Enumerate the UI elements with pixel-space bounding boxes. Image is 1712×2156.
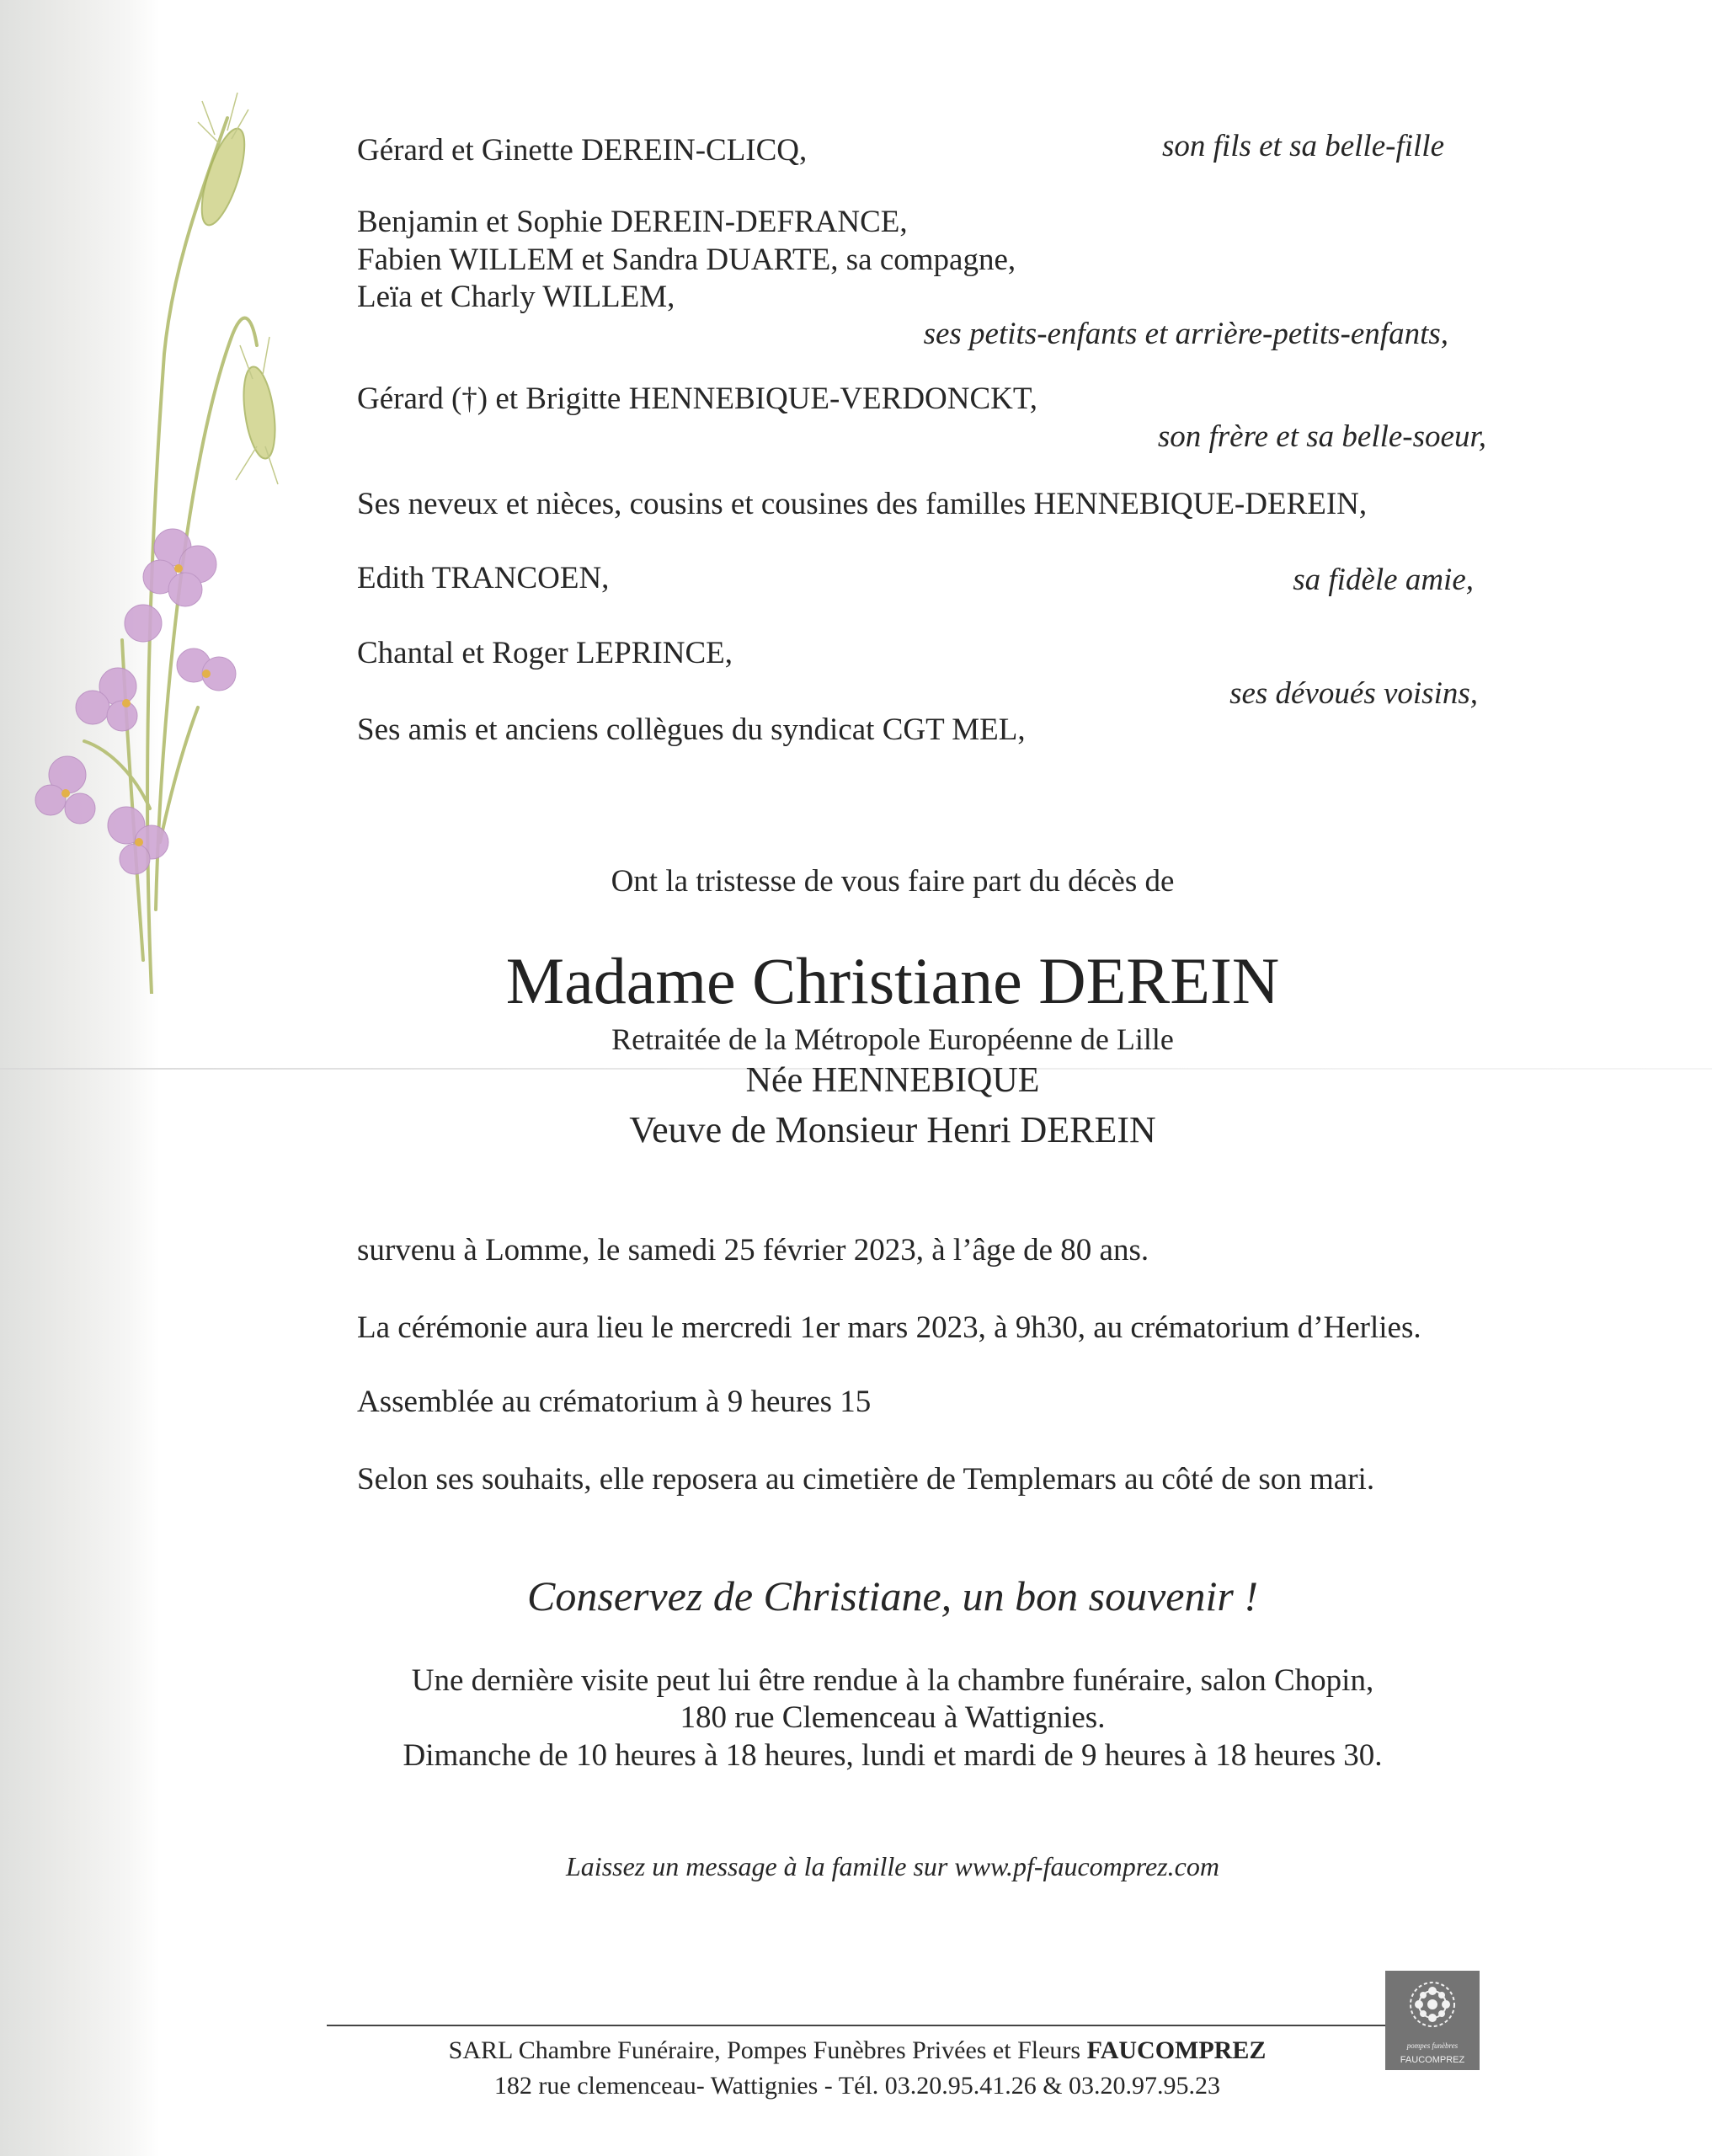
visit-line-1: Une dernière visite peut lui être rendue à la chambre funéraire, salon Chopin, (411, 1663, 1374, 1698)
relation-grandchildren: ses petits-enfants et arrière-petits-enfants, (923, 317, 1448, 351)
family-line-friend: Edith TRANCOEN, (357, 561, 610, 595)
deceased-maiden-name: Née HENNEBIQUE (745, 1061, 1040, 1100)
visit-line-3: Dimanche de 10 heures à 18 heures, lundi et mardi de 9 heures à 18 heures 30. (403, 1738, 1383, 1773)
footer-company (327, 2036, 1388, 2065)
footer-rule (327, 2025, 1389, 2026)
relation-friend: sa fidèle amie, (1293, 563, 1474, 597)
deceased-widow-of: Veuve de Monsieur Henri DEREIN (629, 1109, 1156, 1150)
family-line-colleagues: Ses amis et anciens collègues du syndicat CGT MEL, (357, 712, 1026, 747)
family-line-nephews: Ses neveux et nièces, cousins et cousines des familles HENNEBIQUE-DEREIN, (357, 487, 1368, 521)
footer-company-prefix: SARL Chambre Funéraire, Pompes Funèbres Privées et Fleurs (448, 2036, 1087, 2064)
logo-name: FAUCOMPREZ (1400, 2055, 1465, 2065)
relation-brother: son frère et sa belle-soeur, (1157, 419, 1486, 454)
logo-tagline: pompes funèbres (1406, 2041, 1459, 2050)
footer-address: 182 rue clemenceau- Wattignies - Tél. 03.20.95.41.26 & 03.20.97.95.23 (493, 2072, 1221, 2100)
detail-assembly: Assemblée au crématorium à 9 heures 15 (357, 1385, 872, 1419)
relation-son: son fils et sa belle-fille (1161, 129, 1444, 163)
family-line-grandchild-3: Leïa et Charly WILLEM, (357, 280, 675, 314)
announcement-intro: Ont la tristesse de vous faire part du décès de (611, 864, 1175, 899)
deceased-name: Madame Christiane DEREIN (505, 944, 1280, 1017)
family-line-grandchild-2: Fabien WILLEM et Sandra DUARTE, sa compagne, (357, 243, 1016, 277)
family-line-brother: Gérard (†) et Brigitte HENNEBIQUE-VERDONCKT, (357, 382, 1037, 416)
deceased-occupation: Retraitée de la Métropole Européenne de Lille (611, 1022, 1174, 1056)
detail-ceremony: La cérémonie aura lieu le mercredi 1er mars 2023, à 9h30, au crématorium d’Herlies. (357, 1310, 1421, 1345)
family-line-grandchild-1: Benjamin et Sophie DEREIN-DEFRANCE, (357, 205, 908, 239)
wildflower-illustration (17, 84, 295, 994)
family-line-son: Gérard et Ginette DEREIN-CLICQ, (357, 133, 808, 168)
detail-burial: Selon ses souhaits, elle reposera au cimetière de Templemars au côté de son mari. (357, 1462, 1375, 1497)
faucomprez-logo (1385, 1971, 1480, 2070)
family-line-neighbours: Chantal et Roger LEPRINCE, (357, 636, 733, 670)
online-message: Laissez un message à la famille sur www.pf-faucomprez.com (566, 1851, 1219, 1881)
visit-line-2: 180 rue Clemenceau à Wattignies. (680, 1700, 1106, 1735)
footer-company-name: FAUCOMPREZ (1086, 2036, 1267, 2064)
detail-death: survenu à Lomme, le samedi 25 février 2023, à l’âge de 80 ans. (357, 1233, 1149, 1267)
remembrance-slogan: Conservez de Christiane, un bon souvenir ! (527, 1572, 1258, 1620)
relation-neighbours: ses dévoués voisins, (1229, 676, 1478, 711)
flower-rosette-icon (1385, 1971, 1480, 2038)
